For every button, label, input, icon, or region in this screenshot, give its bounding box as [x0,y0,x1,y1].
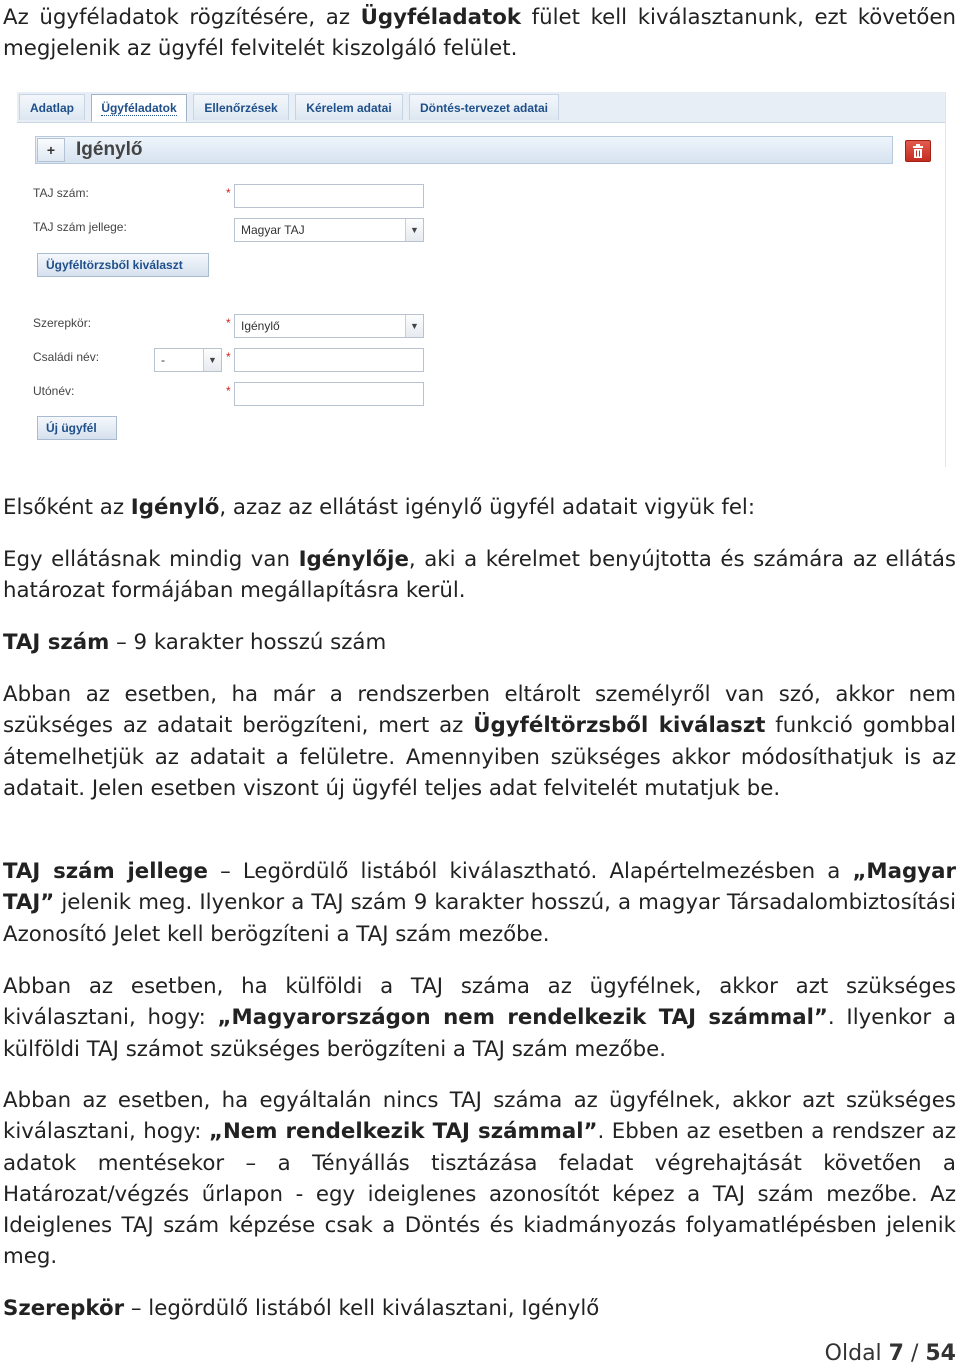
prefix-value: - [161,353,165,367]
paragraph: Abban az esetben, ha egyáltalán nincs TAJ száma az ügyfélnek, akkor azt szükséges kiválasztani, hogy: „Nem rendelkezik TAJ számmal”. Ebben az esetben a rendszer az adatok mentésekor – a Tényállás tisztázása feladat végrehajtását követően a Határozat/végzés űrlapon - egy ideiglenes azonosítót képez a TAJ szám mezőbe. Az Ideiglenes TAJ szám képzése csak a Döntés és kiadmányozás folyamatlépésben jelenik meg. [3,1088,957,1270]
chevron-down-icon: ▼ [405,219,423,241]
paragraph: Egy ellátásnak mindig van Igénylője, aki a kérelmet benyújtotta és számára az ellátás határozat formájában megállapításra kerül. [3,547,956,604]
szerepkor-select[interactable] [234,314,424,338]
trash-icon [906,141,930,161]
taj-label: TAJ szám: [33,186,89,200]
tab-ugyfeladatok[interactable]: Ügyféladatok [91,94,187,122]
intro-text-2: fület kell kiválasztanunk, ezt követően megjelenik az ügyfél felvitelét kiszolgáló felület. [3,5,956,62]
required-mark: * [226,316,231,330]
intro-text: Az ügyféladatok rögzítésére, az [3,5,361,30]
taj-jellege-select[interactable] [234,218,424,242]
chevron-down-icon: ▼ [203,349,221,371]
utonev-label: Utónév: [33,384,75,398]
tab-bar [17,92,945,123]
paragraph: TAJ szám – 9 karakter hosszú szám [3,630,387,655]
form-screenshot [17,92,946,467]
taj-jellege-label: TAJ szám jellege: [33,220,127,234]
tab-adatlap[interactable]: Adatlap [19,94,85,120]
tab-kerelem-adatai[interactable]: Kérelem adatai [295,94,403,120]
tab-ellenorzesek[interactable]: Ellenőrzések [193,94,289,120]
csaladi-nev-input[interactable] [234,348,424,372]
required-mark: * [226,384,231,398]
required-mark: * [226,350,231,364]
taj-jellege-value: Magyar TAJ [241,223,305,237]
intro-paragraph [3,2,956,65]
csaladi-nev-label: Családi név: [33,350,100,364]
paragraph: TAJ szám jellege – Legördülő listából kiválasztható. Alapértelmezésben a „Magyar TAJ” jelenik meg. Ilyenkor a TAJ szám 9 karakter hosszú, a magyar Társadalombiztosítási Azonosító Jelet kell berögzíteni a TAJ szám mezőbe. [3,859,956,947]
section-header [35,136,893,164]
tab-dontes-tervezet-adatai[interactable]: Döntés-tervezet adatai [409,94,559,120]
plus-icon: + [46,142,56,158]
delete-button[interactable] [905,140,931,162]
required-mark: * [226,186,231,200]
section-title: Igénylő [76,139,143,160]
paragraph: Szerepkör – legördülő listából kell kiválasztani, Igénylő [3,1296,600,1321]
chevron-down-icon: ▼ [405,315,423,337]
paragraph: Elsőként az Igénylő, azaz az ellátást igénylő ügyfél adatait vigyük fel: [3,495,756,520]
utonev-input[interactable] [234,382,424,406]
csaladi-nev-prefix-select[interactable] [154,348,222,372]
ugyfeltorzs-kivalaszt-button[interactable]: Ügyféltörzsből kiválaszt [37,253,209,277]
expand-button[interactable] [37,138,65,162]
page-number: Oldal 7 / 54 [824,1341,956,1366]
szerepkor-value: Igénylő [241,319,280,333]
paragraph: Abban az esetben, ha már a rendszerben eltárolt személyről van szó, akkor nem szükséges az adatait berögzíteni, mert az Ügyféltörzsből kiválaszt funkció gombbal átemelhetjük az adatait a felületre. Amennyiben szükséges akkor módosíthatjuk is az adatait. Jelen esetben viszont új ügyfél teljes adat felvitelét mutatjuk be. [3,682,956,801]
taj-input[interactable] [234,184,424,208]
paragraph: Abban az esetben, ha külföldi a TAJ száma az ügyfélnek, akkor azt szükséges kiválasztani, hogy: „Magyarországon nem rendelkezik TAJ számmal”. Ilyenkor a külföldi TAJ számot szükséges berögzíteni a TAJ szám mezőbe. [3,974,956,1062]
intro-bold: Ügyféladatok [360,5,522,30]
uj-ugyfel-button[interactable]: Új ügyfél [37,416,117,440]
szerepkor-label: Szerepkör: [33,316,92,330]
